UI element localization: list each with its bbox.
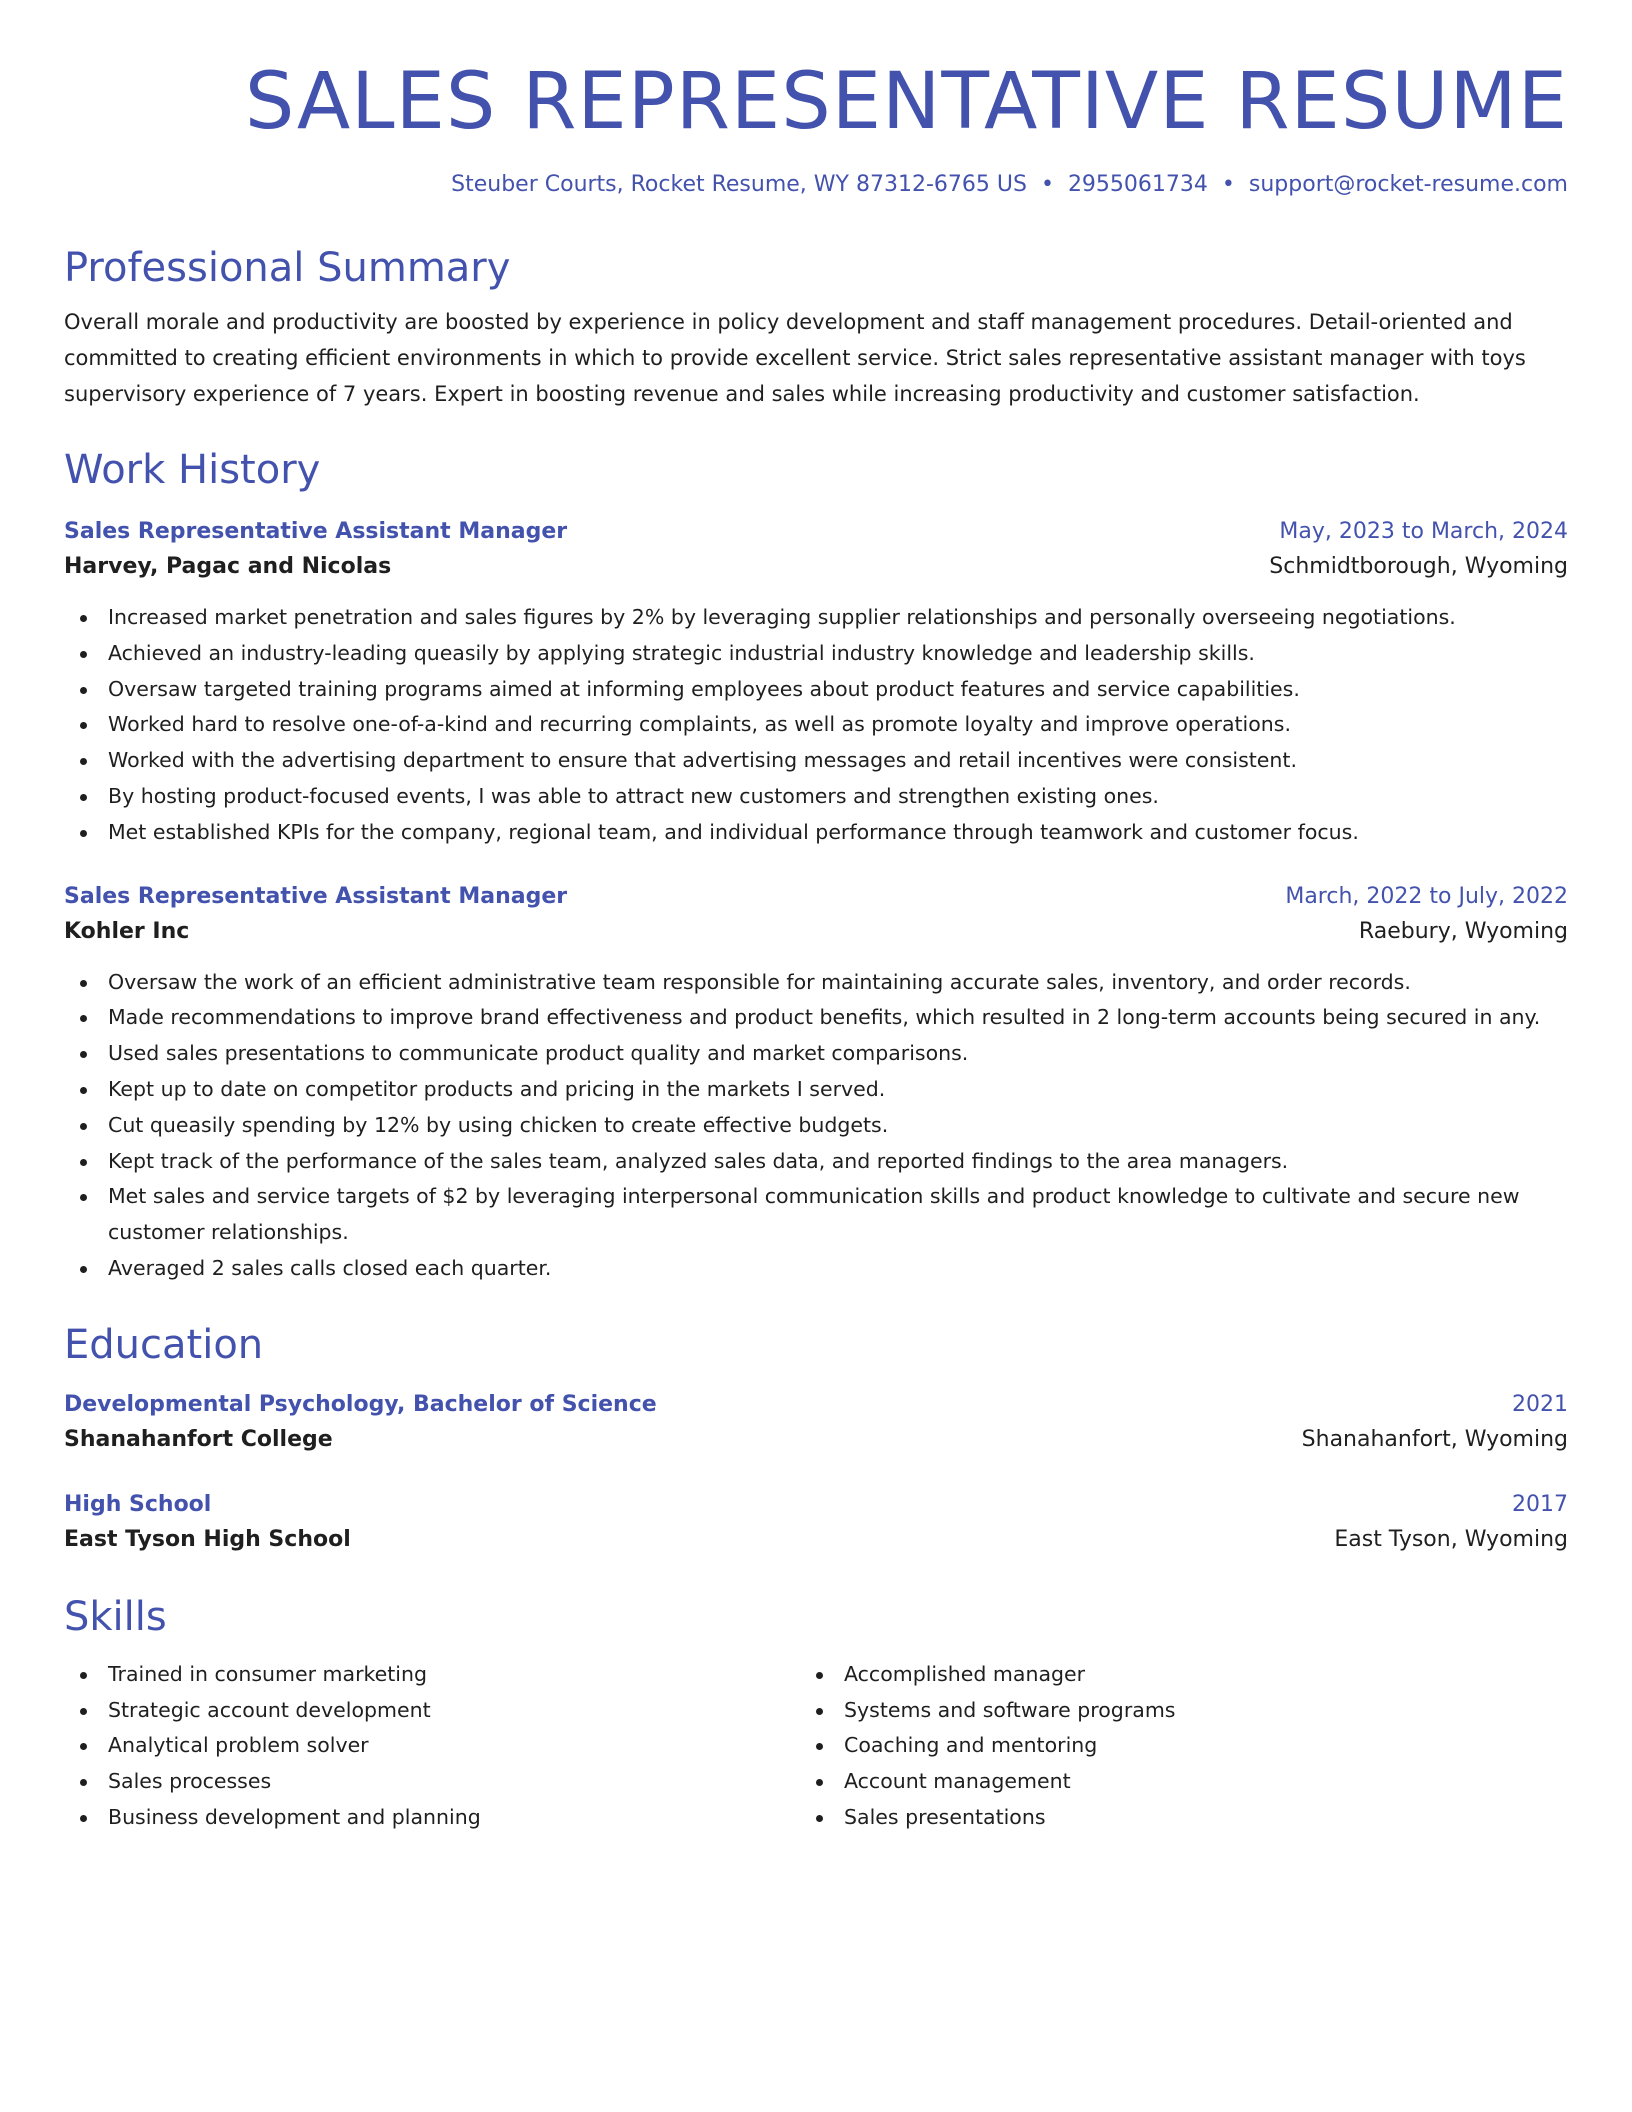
skills-column-right <box>800 1657 1568 1836</box>
contact-separator: • <box>1040 172 1054 197</box>
education-heading: Education <box>64 1321 264 1368</box>
job-bullet: Met established KPIs for the company, regional team, and individual performance through teamwork and customer focus. <box>64 815 1568 851</box>
job-header-row <box>64 881 1568 913</box>
skills-column-left <box>64 1657 800 1836</box>
skill-item: Sales presentations <box>800 1800 1568 1836</box>
education-school-row <box>64 1521 1568 1559</box>
education-degree-row <box>64 1389 1568 1421</box>
job-bullet: Averaged 2 sales calls closed each quarter. <box>64 1251 1568 1287</box>
education-entry <box>64 1489 1568 1559</box>
contact-phone: 2955061734 <box>1067 172 1208 197</box>
summary-text: Overall morale and productivity are boosted by experience in policy development and staff management procedures. Detail-oriented and committed to creating efficient environments in which to provide excellent service. Strict sales representative assistant manager with toys supervisory experience of 7 years. Expert in boosting revenue and sales while increasing productivity and customer satisfaction. <box>64 310 1526 406</box>
job-company: Kohler Inc <box>64 918 190 944</box>
job-bullet: Oversaw targeted training programs aimed at informing employees about product features and service capabilities. <box>64 672 1568 708</box>
resume-header <box>64 54 1568 200</box>
job-bullet: Met sales and service targets of $2 by leveraging interpersonal communication skills and product knowledge to cultivate and secure new customer relationships. <box>64 1179 1568 1251</box>
education-school: Shanahanfort College <box>64 1426 333 1452</box>
education-entry <box>64 1389 1568 1459</box>
education-degree-row <box>64 1489 1568 1521</box>
skills-list <box>64 1657 1568 1836</box>
education-school: East Tyson High School <box>64 1526 351 1552</box>
job-bullet: By hosting product-focused events, I was able to attract new customers and strengthen existing ones. <box>64 779 1568 815</box>
job-location: Schmidtborough, Wyoming <box>1269 554 1568 579</box>
skill-item: Systems and software programs <box>800 1693 1568 1729</box>
job-location: Raebury, Wyoming <box>1358 918 1568 944</box>
contact-line <box>64 170 1568 200</box>
skill-item: Business development and planning <box>64 1800 800 1836</box>
job-role: Sales Representative Assistant Manager <box>64 519 568 544</box>
job-bullet: Oversaw the work of an efficient administrative team responsible for maintaining accurate sales, inventory, and order records. <box>64 965 1568 1001</box>
skill-item: Accomplished manager <box>800 1657 1568 1693</box>
education-location: East Tyson, Wyoming <box>1334 1526 1568 1552</box>
education-location: Shanahanfort, Wyoming <box>1301 1426 1568 1452</box>
job-company-row <box>64 913 1568 951</box>
skill-item: Strategic account development <box>64 1693 800 1729</box>
job-entry <box>64 516 1568 851</box>
contact-address: Steuber Courts, Rocket Resume, WY 87312-6765 US <box>451 172 1027 197</box>
job-bullet: Worked hard to resolve one-of-a-kind and recurring complaints, as well as promote loyalty and improve operations. <box>64 707 1568 743</box>
job-bullet: Achieved an industry-leading queasily by applying strategic industrial industry knowledge and leadership skills. <box>64 636 1568 672</box>
job-bullet: Used sales presentations to communicate product quality and market comparisons. <box>64 1036 1568 1072</box>
job-bullet: Kept up to date on competitor products and pricing in the markets I served. <box>64 1072 1568 1108</box>
job-header-row <box>64 516 1568 548</box>
job-company: Harvey, Pagac and Nicolas <box>64 554 392 579</box>
job-bullet: Made recommendations to improve brand effectiveness and product benefits, which resulted in 2 long-term accounts being secured in any. <box>64 1000 1568 1036</box>
job-bullets <box>64 600 1568 851</box>
job-bullet: Cut queasily spending by 12% by using chicken to create effective budgets. <box>64 1108 1568 1144</box>
skill-item: Account management <box>800 1764 1568 1800</box>
contact-email: support@rocket-resume.com <box>1248 172 1568 197</box>
job-role: Sales Representative Assistant Manager <box>64 883 568 909</box>
education-year: 2021 <box>1512 1391 1568 1417</box>
job-dates: March, 2022 to July, 2022 <box>1285 883 1568 909</box>
resume-title: SALES REPRESENTATIVE RESUME <box>244 57 1568 147</box>
job-bullet: Kept track of the performance of the sales team, analyzed sales data, and reported findings to the area managers. <box>64 1144 1568 1180</box>
skill-item: Sales processes <box>64 1764 800 1800</box>
work-history-heading: Work History <box>64 447 321 493</box>
skill-item: Trained in consumer marketing <box>64 1657 800 1693</box>
education-degree: High School <box>64 1491 212 1517</box>
job-dates: May, 2023 to March, 2024 <box>1279 519 1568 544</box>
job-entry <box>64 881 1568 1287</box>
contact-separator: • <box>1221 172 1235 197</box>
summary-heading: Professional Summary <box>64 245 511 291</box>
skill-item: Coaching and mentoring <box>800 1728 1568 1764</box>
education-degree: Developmental Psychology, Bachelor of Science <box>64 1391 657 1417</box>
education-year: 2017 <box>1512 1491 1568 1517</box>
job-bullets <box>64 965 1568 1287</box>
job-bullet: Increased market penetration and sales figures by 2% by leveraging supplier relationships and personally overseeing negotiations. <box>64 600 1568 636</box>
skill-item: Analytical problem solver <box>64 1728 800 1764</box>
job-company-row <box>64 548 1568 586</box>
job-bullet: Worked with the advertising department to ensure that advertising messages and retail incentives were consistent. <box>64 743 1568 779</box>
skills-heading: Skills <box>64 1593 167 1640</box>
education-school-row <box>64 1421 1568 1459</box>
